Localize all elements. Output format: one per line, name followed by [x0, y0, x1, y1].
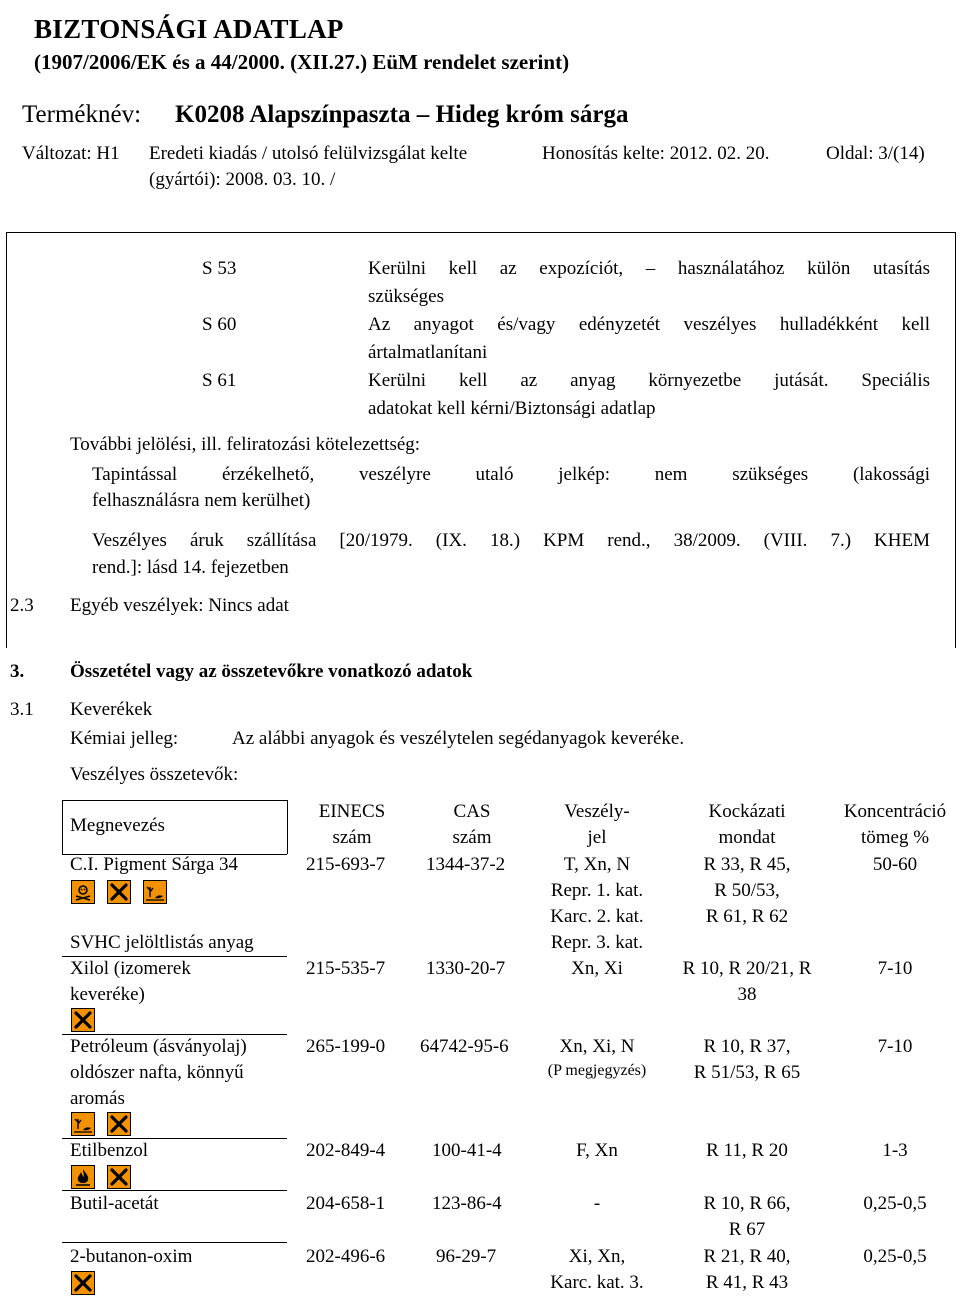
hazard-symbol: Repr. 3. kat.	[550, 932, 644, 953]
concentration: 0,25-0,5	[863, 1246, 927, 1267]
harmful-icon	[71, 1271, 95, 1295]
section-title: Összetétel vagy az összetevőkre vonatkozó adatok	[70, 661, 473, 682]
section-number: 2.3	[10, 595, 34, 616]
toxic-icon	[71, 880, 95, 904]
risk-phrase: R 10, R 37,	[703, 1036, 791, 1057]
einecs-number: 202-496-6	[306, 1246, 386, 1267]
einecs-number: 265-199-0	[306, 1036, 386, 1057]
component-name: oldószer nafta, könnyű	[70, 1062, 244, 1083]
einecs-number: 215-693-7	[306, 854, 386, 875]
subsection-number: 3.1	[10, 699, 34, 720]
product-name: K0208 Alapszínpaszta – Hideg króm sárga	[175, 101, 629, 128]
header-risk: Kockázati	[708, 801, 786, 822]
page-number: Oldal: 3/(14)	[826, 143, 925, 164]
tactile-warning-text: Tapintással érzékelhető, veszélyre utaló jelkép: nem szükséges (lakossági	[92, 464, 930, 485]
header-name: Megnevezés	[70, 815, 165, 836]
header-einecs-2: szám	[332, 827, 372, 848]
cas-number: 1330-20-7	[426, 958, 506, 979]
einecs-number: 204-658-1	[306, 1193, 386, 1214]
risk-phrase: R 10, R 20/21, R	[682, 958, 812, 979]
environment-icon	[143, 880, 167, 904]
risk-phrase: R 33, R 45,	[703, 854, 791, 875]
s-phrase-text: Kerülni kell az anyag környezetbe jutását. Speciális	[368, 370, 930, 391]
table-border	[287, 800, 288, 854]
harmful-icon	[107, 1165, 131, 1189]
cas-number: 100-41-4	[432, 1140, 502, 1161]
risk-phrase: 38	[737, 984, 757, 1005]
flammable-icon	[71, 1165, 95, 1189]
component-name: 2-butanon-oxim	[70, 1246, 193, 1267]
risk-phrase: R 21, R 40,	[703, 1246, 791, 1267]
s-phrase-text-cont: adatokat kell kérni/Biztonsági adatlap	[368, 398, 656, 419]
s-phrase-text: Az anyagot és/vagy edényzetét veszélyes hulladékként kell	[368, 314, 930, 335]
component-note: SVHC jelöltlistás anyag	[70, 932, 254, 953]
component-name: Petróleum (ásványolaj)	[70, 1036, 247, 1057]
harmful-icon	[71, 1008, 95, 1032]
hazard-symbol: T, Xn, N	[563, 854, 631, 875]
einecs-number: 202-849-4	[306, 1140, 386, 1161]
revision-date-line2: (gyártói): 2008. 03. 10. /	[149, 169, 336, 190]
s-phrase-code: S 61	[202, 370, 237, 391]
hazard-symbol: Xn, Xi, N	[559, 1036, 635, 1057]
risk-phrase: R 41, R 43	[705, 1272, 789, 1293]
subsection-title: Keverékek	[70, 699, 153, 720]
approval-date: Honosítás kelte: 2012. 02. 20.	[542, 143, 770, 164]
concentration: 7-10	[877, 958, 913, 979]
harmful-icon	[107, 1112, 131, 1136]
cas-number: 1344-37-2	[426, 854, 506, 875]
header-cas-2: szám	[452, 827, 492, 848]
hazard-symbol: Xi, Xn,	[568, 1246, 626, 1267]
cas-number: 123-86-4	[432, 1193, 502, 1214]
s-phrase-code: S 60	[202, 314, 237, 335]
risk-phrase: R 61, R 62	[705, 906, 789, 927]
concentration: 0,25-0,5	[863, 1193, 927, 1214]
risk-phrase: R 10, R 66,	[703, 1193, 791, 1214]
table-border	[62, 800, 287, 801]
labelling-heading: További jelölési, ill. feliratozási kötelezettség:	[70, 434, 421, 455]
risk-phrase: R 67	[728, 1219, 766, 1240]
hazard-symbol: Karc. 2. kat.	[550, 906, 644, 927]
hazard-symbol: Xn, Xi	[571, 958, 623, 979]
environment-icon	[71, 1112, 95, 1136]
transport-text-cont: rend.]: lásd 14. fejezetben	[92, 557, 289, 578]
component-name: Butil-acetát	[70, 1193, 159, 1214]
header-cas: CAS	[453, 801, 491, 822]
hazard-symbol: Repr. 1. kat.	[550, 880, 644, 901]
transport-text: Veszélyes áruk szállítása [20/1979. (IX. 18.) KPM rend., 38/2009. (VIII. 7.) KHEM	[92, 530, 930, 551]
hazard-symbol: F, Xn	[576, 1140, 618, 1161]
risk-phrase: R 11, R 20	[706, 1140, 788, 1161]
concentration: 7-10	[877, 1036, 913, 1057]
hazard-note: (P megjegyzés)	[547, 1062, 647, 1079]
concentration: 50-60	[872, 854, 918, 875]
component-name: aromás	[70, 1088, 125, 1109]
header-hazard: Veszély-	[564, 801, 630, 822]
header-concentration-2: tömeg %	[860, 827, 930, 848]
header-concentration: Koncentráció	[843, 801, 947, 822]
document-title: BIZTONSÁGI ADATLAP	[34, 14, 344, 44]
header-hazard-2: jel	[587, 827, 607, 848]
hazard-symbol: -	[593, 1193, 601, 1214]
table-border	[62, 800, 63, 854]
cas-number: 64742-95-6	[420, 1036, 509, 1057]
table-border	[62, 1242, 287, 1243]
version: Változat: H1	[22, 143, 120, 164]
cas-number: 96-29-7	[436, 1246, 497, 1267]
header-einecs: EINECS	[318, 801, 386, 822]
chemical-nature-label: Kémiai jelleg:	[70, 728, 179, 749]
component-name: Etilbenzol	[70, 1140, 149, 1161]
component-name: keveréke)	[70, 984, 145, 1005]
s-phrase-text: Kerülni kell az expozíciót, – használatához külön utasítás	[368, 258, 930, 279]
hazardous-components-label: Veszélyes összetevők:	[70, 764, 239, 785]
component-name: Xilol (izomerek	[70, 958, 191, 979]
other-hazards-text: Egyéb veszélyek: Nincs adat	[70, 595, 289, 616]
harmful-icon	[107, 880, 131, 904]
regulation-subtitle: (1907/2006/EK és a 44/2000. (XII.27.) EüM rendelet szerint)	[34, 50, 570, 74]
einecs-number: 215-535-7	[306, 958, 386, 979]
risk-phrase: R 50/53,	[714, 880, 780, 901]
s-phrase-text-cont: ártalmatlanítani	[368, 342, 488, 363]
revision-date-line1: Eredeti kiadás / utolsó felülvizsgálat kelte	[149, 143, 468, 164]
header-risk-2: mondat	[718, 827, 776, 848]
s-phrase-code: S 53	[202, 258, 237, 279]
hazard-symbol: Karc. kat. 3.	[550, 1272, 644, 1293]
chemical-nature-value: Az alábbi anyagok és veszélytelen segédanyagok keveréke.	[232, 728, 685, 749]
tactile-warning-text-cont: felhasználásra nem kerülhet)	[92, 490, 311, 511]
component-name: C.I. Pigment Sárga 34	[70, 854, 239, 875]
product-label: Terméknév:	[22, 101, 142, 128]
risk-phrase: R 51/53, R 65	[693, 1062, 801, 1083]
concentration: 1-3	[882, 1140, 908, 1161]
section-number: 3.	[10, 661, 25, 682]
s-phrase-text-cont: szükséges	[368, 286, 444, 307]
